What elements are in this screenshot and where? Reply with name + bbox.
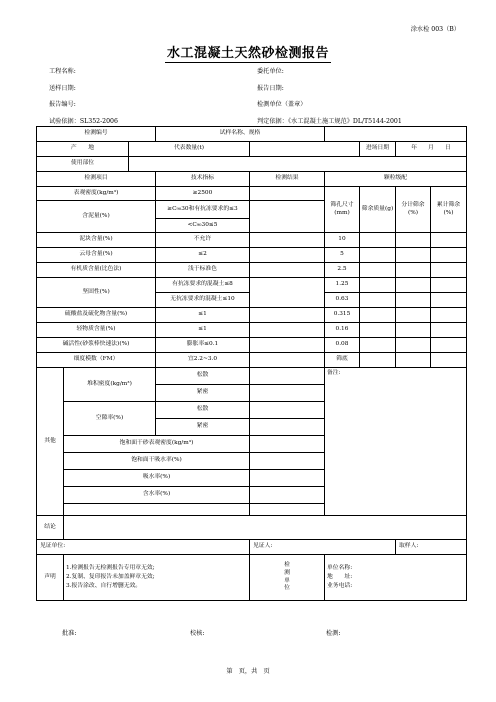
statement-line: 2.复制、复印报告未加盖鲜章无效; <box>66 574 155 580</box>
project-name-label: 工程名称: <box>49 68 76 75</box>
absorption-value[interactable] <box>250 470 325 487</box>
other-group-label: 其他 <box>37 368 64 516</box>
sulfide-result[interactable] <box>250 308 325 323</box>
soundness-spec-1: 有抗冻要求的混凝土≤8 <box>156 278 250 293</box>
phone-label: 业务电话: <box>327 582 353 589</box>
page-footer: 第 页，共 页 <box>226 668 270 675</box>
mud-spec-2: <C₉₀30≤5 <box>156 219 250 233</box>
mud-spec-1: ≥C₉₀30和有抗冻要求的≤3 <box>156 201 250 219</box>
bulk-density-label: 堆积密度(kg/m³) <box>64 368 156 402</box>
mica-spec: ≤2 <box>156 248 250 263</box>
soundness-result[interactable] <box>250 278 325 308</box>
alkali-result[interactable] <box>250 338 325 353</box>
witness-person-label: 见证人: <box>250 540 396 555</box>
void-loose-value[interactable] <box>250 402 325 419</box>
address-label: 地 址: <box>327 574 353 580</box>
partial-retained-cell[interactable] <box>396 308 431 323</box>
statement-lines <box>64 555 250 601</box>
unit-name-label: 单位名称: <box>327 565 353 572</box>
bulk-loose-value[interactable] <box>250 368 325 385</box>
organic-spec: 浅于标准色 <box>156 263 250 278</box>
absorption-label: 吸水率(%) <box>64 470 250 487</box>
review-label: 校核: <box>190 630 205 637</box>
test-sign-label: 检测: <box>326 630 341 637</box>
test-basis: 试验依据：SL352-2006 <box>49 118 118 125</box>
report-title: 水工混凝土天然砂检测报告 <box>166 46 329 61</box>
bulk-compact-value[interactable] <box>250 385 325 402</box>
remarks-label: 备注: <box>327 370 341 376</box>
grading-header: 颗粒级配 <box>325 172 467 187</box>
statement-line: 3.报告涂改、自行增删无效。 <box>66 582 142 589</box>
sieve-size-header: 筛孔尺寸(mm) <box>325 187 360 233</box>
cumulative-retained-cell[interactable] <box>431 323 467 338</box>
statement-label: 声明 <box>37 555 64 601</box>
result-header: 检测结果 <box>250 172 325 187</box>
mica-label: 云母含量(%) <box>37 248 156 263</box>
statement-line: 1.检测报告无检测报告专用章无效; <box>66 565 155 572</box>
ssd-absorption-value[interactable] <box>250 453 325 470</box>
partial-retained-cell[interactable] <box>396 233 431 248</box>
sieve-size: 筛底 <box>325 353 360 368</box>
fineness-result[interactable] <box>250 353 325 368</box>
retained-mass-header: 筛余质量(g) <box>360 187 396 233</box>
retained-mass-cell[interactable] <box>360 263 396 278</box>
sieve-size: 0.63 <box>325 293 360 308</box>
ssd-absorption-label: 饱和面干吸水率(%) <box>64 453 250 470</box>
apparent-density-spec: ≥2500 <box>156 187 250 201</box>
form-code: 涂水检 003（B） <box>410 26 460 33</box>
apparent-density-label: 表观密度(kg/m³) <box>37 187 156 201</box>
day-label: 日 <box>444 145 451 152</box>
void-ratio-label: 空隙率(%) <box>64 402 156 436</box>
cumulative-retained-cell[interactable] <box>431 248 467 263</box>
compact-label: 紧密 <box>156 419 250 436</box>
organic-result[interactable] <box>250 263 325 278</box>
sieve-size: 0.16 <box>325 323 360 338</box>
retained-mass-cell[interactable] <box>360 293 396 308</box>
moisture-label: 含水率(%) <box>64 487 250 504</box>
retained-mass-cell[interactable] <box>360 338 396 353</box>
moisture-value[interactable] <box>250 487 325 504</box>
clay-lump-result[interactable] <box>250 233 325 248</box>
retained-mass-cell[interactable] <box>360 278 396 293</box>
sample-name-label: 试样名称、规格 <box>156 127 325 142</box>
test-unit-label: 检测单位（盖章） <box>257 101 307 108</box>
month-label: 月 <box>428 145 434 152</box>
soundness-spec-2: 无抗冻要求的混凝土≤10 <box>156 293 250 308</box>
spec-header: 技术指标 <box>156 172 250 187</box>
approve-label: 批准: <box>62 630 77 637</box>
usage-label: 使用部位 <box>37 157 129 172</box>
usage-value[interactable] <box>129 157 467 172</box>
cumulative-retained-cell[interactable] <box>431 278 467 293</box>
blank-cell[interactable] <box>250 504 325 516</box>
compact-label: 紧密 <box>156 385 250 402</box>
partial-retained-cell[interactable] <box>396 338 431 353</box>
retained-mass-cell[interactable] <box>360 308 396 323</box>
unit-info <box>325 555 467 601</box>
partial-retained-cell[interactable] <box>396 293 431 308</box>
sieve-size: 5 <box>325 248 360 263</box>
clay-lump-spec: 不允许 <box>156 233 250 248</box>
mud-label: 含泥量(%) <box>37 201 156 233</box>
test-unit-cell <box>250 555 325 601</box>
report-table <box>36 126 467 601</box>
cumulative-retained-cell[interactable] <box>431 233 467 248</box>
sieve-size: 0.315 <box>325 308 360 323</box>
sampler-label: 取样人: <box>396 540 467 555</box>
entry-date-value[interactable] <box>396 142 467 157</box>
fineness-spec: 宜2.2~3.0 <box>156 353 250 368</box>
partial-retained-cell[interactable] <box>396 248 431 263</box>
sulfide-spec: ≤1 <box>156 308 250 323</box>
apparent-density-result[interactable] <box>250 187 325 201</box>
alkali-spec: 膨胀率≤0.1 <box>156 338 250 353</box>
origin-label: 产 地 <box>37 142 129 157</box>
lightweight-label: 轻物质含量(%) <box>37 323 156 338</box>
item-header: 检测项目 <box>37 172 156 187</box>
rep-qty-label: 代表数量(t) <box>129 142 250 157</box>
loose-label: 松散 <box>156 368 250 385</box>
cumulative-retained-cell[interactable] <box>431 308 467 323</box>
cumulative-retained-cell[interactable] <box>431 338 467 353</box>
organic-label: 有机质含量(比色法) <box>37 263 156 278</box>
partial-retained-cell[interactable] <box>396 263 431 278</box>
ssd-density-value[interactable] <box>250 436 325 453</box>
conclusion-label: 结论 <box>37 516 64 540</box>
sulfide-label: 硫酸盐及硫化物含量(%) <box>37 308 156 323</box>
test-unit-vertical-label: 检测单位 <box>284 562 290 592</box>
partial-retained-header: 分计筛余(%) <box>396 187 431 233</box>
witness-unit-label: 见证单位: <box>37 540 250 555</box>
sieve-size: 10 <box>325 233 360 248</box>
cumulative-retained-cell[interactable] <box>431 293 467 308</box>
loose-label: 松散 <box>156 402 250 419</box>
judge-basis: 判定依据：《水工混凝土施工规范》DL/T5144-2001 <box>257 118 402 125</box>
mica-result[interactable] <box>250 248 325 263</box>
ssd-density-label: 饱和面干砂表观密度(kg/m³) <box>64 436 250 453</box>
year-label: 年 <box>411 145 418 152</box>
void-compact-value[interactable] <box>250 419 325 436</box>
mud-result[interactable] <box>250 201 325 233</box>
remarks-box[interactable] <box>325 368 467 516</box>
soundness-label: 坚固性(%) <box>37 278 156 308</box>
test-no-label: 检测编号 <box>37 127 156 142</box>
sieve-size: 0.08 <box>325 338 360 353</box>
retained-mass-cell[interactable] <box>360 248 396 263</box>
clay-lump-label: 泥块含量(%) <box>37 233 156 248</box>
sieve-size: 1.25 <box>325 278 360 293</box>
fineness-label: 细度模数（FM） <box>37 353 156 368</box>
sieve-size: 2.5 <box>325 263 360 278</box>
partial-retained-cell[interactable] <box>396 353 431 368</box>
cumulative-retained-header: 累计筛余(%) <box>431 187 467 233</box>
conclusion-value[interactable] <box>64 516 467 540</box>
entry-date-label: 进场日期 <box>360 142 396 157</box>
sample-name-value[interactable] <box>325 127 467 142</box>
cumulative-retained-cell[interactable] <box>431 263 467 278</box>
partial-retained-cell[interactable] <box>396 278 431 293</box>
client-label: 委托单位: <box>257 68 284 75</box>
rep-qty-value[interactable] <box>250 142 360 157</box>
sample-date-label: 送样日期: <box>49 85 76 92</box>
partial-retained-cell[interactable] <box>396 323 431 338</box>
report-date-label: 报告日期: <box>257 85 284 92</box>
report-no-label: 报告编号: <box>49 101 76 108</box>
retained-mass-cell[interactable] <box>360 323 396 338</box>
alkali-label: 碱活性(砂浆棒快速法)(%) <box>37 338 156 353</box>
lightweight-spec: ≤1 <box>156 323 250 338</box>
blank-cell[interactable] <box>64 504 250 516</box>
retained-mass-cell[interactable] <box>360 353 396 368</box>
cumulative-retained-cell[interactable] <box>431 353 467 368</box>
lightweight-result[interactable] <box>250 323 325 338</box>
retained-mass-cell[interactable] <box>360 233 396 248</box>
